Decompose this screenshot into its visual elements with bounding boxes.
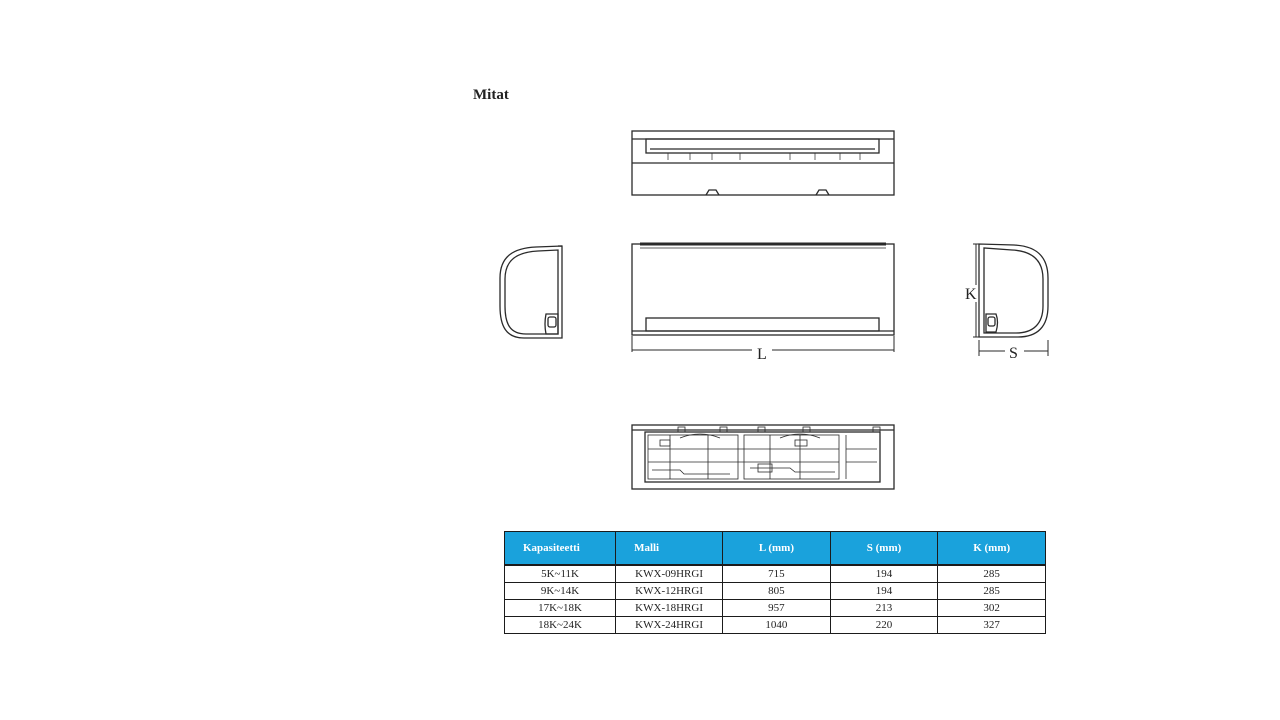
cell-length: 715	[723, 565, 831, 583]
cell-depth: 213	[830, 600, 938, 617]
cell-model: KWX-12HRGI	[616, 583, 723, 600]
dimension-label-l: L	[757, 346, 767, 363]
top-view-unit	[632, 131, 894, 195]
cell-height: 302	[938, 600, 1046, 617]
cell-model: KWX-09HRGI	[616, 565, 723, 583]
table-row	[505, 565, 1046, 583]
cell-capacity: 9K~14K	[505, 583, 616, 600]
cell-length: 957	[723, 600, 831, 617]
cell-height: 285	[938, 583, 1046, 600]
right-side-view-unit	[973, 244, 1048, 356]
cell-model: KWX-24HRGI	[616, 617, 723, 634]
dimensions-table	[504, 531, 1046, 634]
table-row	[505, 600, 1046, 617]
front-view-unit	[632, 244, 894, 352]
header-height: K (mm)	[938, 532, 1046, 566]
cell-depth: 220	[830, 617, 938, 634]
cell-height: 285	[938, 565, 1046, 583]
table-header-row	[505, 532, 1046, 566]
cell-capacity: 18K~24K	[505, 617, 616, 634]
header-model: Malli	[616, 532, 723, 566]
cell-model: KWX-18HRGI	[616, 600, 723, 617]
cell-height: 327	[938, 617, 1046, 634]
cell-depth: 194	[830, 565, 938, 583]
rear-view-unit	[632, 425, 894, 489]
table-row	[505, 583, 1046, 600]
table-row	[505, 617, 1046, 634]
dimension-label-k: K	[965, 286, 977, 303]
cell-length: 1040	[723, 617, 831, 634]
cell-capacity: 17K~18K	[505, 600, 616, 617]
page-title: Mitat	[473, 87, 509, 103]
header-length: L (mm)	[723, 532, 831, 566]
cell-depth: 194	[830, 583, 938, 600]
cell-capacity: 5K~11K	[505, 565, 616, 583]
left-side-view-unit	[500, 246, 562, 338]
header-capacity: Kapasiteetti	[505, 532, 616, 566]
cell-length: 805	[723, 583, 831, 600]
dimension-label-s: S	[1009, 345, 1018, 362]
header-depth: S (mm)	[830, 532, 938, 566]
